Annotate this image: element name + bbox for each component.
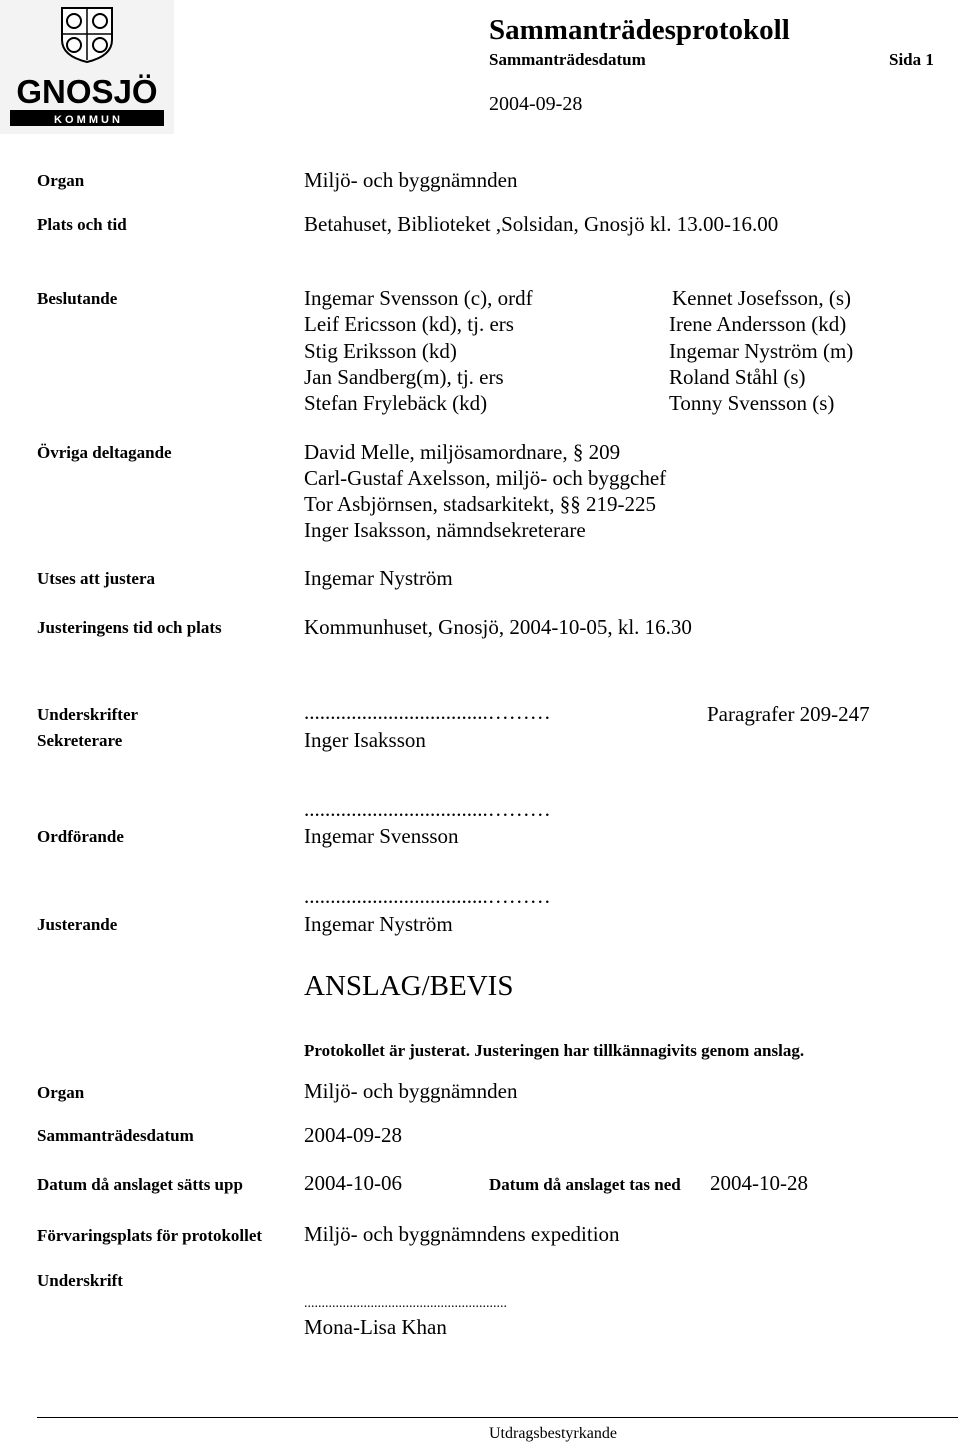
posted-date-label: Datum då anslaget sätts upp	[37, 1175, 243, 1194]
other-participant: Carl-Gustaf Axelsson, miljö- och byggchef	[304, 466, 667, 490]
logo-text: GNOSJÖ	[16, 73, 158, 110]
secretary-name: Inger Isaksson	[304, 728, 426, 752]
storage-label: Förvaringsplats för protokollet	[37, 1226, 263, 1245]
decision-maker: Ingemar Svensson (c), ordf	[304, 286, 533, 310]
other-participant: Inger Isaksson, nämndsekreterare	[304, 518, 586, 542]
adjuster-appointed-label: Utses att justera	[37, 569, 156, 588]
decision-maker: Roland Ståhl (s)	[669, 365, 806, 389]
decision-maker: Tonny Svensson (s)	[669, 391, 835, 415]
notice-signature-label: Underskrift	[37, 1271, 123, 1290]
page-number: Sida 1	[889, 50, 934, 69]
meeting-date-label: Sammanträdesdatum	[489, 50, 646, 69]
notice-organ-label: Organ	[37, 1083, 85, 1102]
gnosjo-kommun-logo	[0, 0, 174, 134]
notice-organ: Miljö- och byggnämnden	[304, 1079, 518, 1103]
chair-label: Ordförande	[37, 827, 124, 846]
other-participant: Tor Asbjörnsen, stadsarkitekt, §§ 219-225	[304, 492, 656, 516]
notice-signer: Mona-Lisa Khan	[304, 1315, 447, 1339]
decision-maker: Stefan Frylebäck (kd)	[304, 391, 488, 415]
footer-rule	[37, 1417, 958, 1418]
signatures-label: Underskrifter	[37, 705, 139, 724]
removed-date-label: Datum då anslaget tas ned	[489, 1175, 681, 1194]
adjuster-name: Ingemar Nyström	[304, 912, 453, 936]
notice-signature-line: ..........................................................	[304, 1296, 507, 1311]
place-label: Plats och tid	[37, 215, 127, 234]
decision-maker: Leif Ericsson (kd), tj. ers	[304, 312, 514, 336]
removed-date: 2004-10-28	[710, 1171, 808, 1195]
posted-date: 2004-10-06	[304, 1171, 402, 1195]
adjuster-appointed: Ingemar Nyström	[304, 566, 453, 590]
decision-maker: Ingemar Nyström (m)	[669, 339, 854, 363]
secretary-signature-line: ...................................………	[304, 700, 551, 724]
other-participants-label: Övriga deltagande	[37, 443, 172, 462]
decision-maker: Stig Eriksson (kd)	[304, 339, 457, 363]
chair-signature-line: ...................................………	[304, 797, 551, 821]
logo-subtext: K O M M U N	[54, 114, 120, 126]
footer-text: Utdragsbestyrkande	[489, 1425, 617, 1442]
other-participant: David Melle, miljösamordnare, § 209	[304, 440, 621, 464]
meeting-date: 2004-09-28	[489, 93, 583, 115]
decision-maker: Irene Andersson (kd)	[669, 312, 847, 336]
secretary-label: Sekreterare	[37, 731, 123, 750]
document-title: Sammanträdesprotokoll	[489, 14, 790, 46]
decision-makers-label: Beslutande	[37, 289, 118, 308]
notice-meeting-date: 2004-09-28	[304, 1123, 402, 1147]
notice-heading: ANSLAG/BEVIS	[304, 970, 514, 1002]
chair-name: Ingemar Svensson	[304, 824, 459, 848]
organ-value: Miljö- och byggnämnden	[304, 168, 518, 192]
adjustment-time-label: Justeringens tid och plats	[37, 618, 222, 637]
adjuster-signature-line: ...................................………	[304, 884, 551, 908]
adjustment-time: Kommunhuset, Gnosjö, 2004-10-05, kl. 16.30	[304, 615, 692, 639]
storage-location: Miljö- och byggnämndens expedition	[304, 1222, 620, 1246]
notice-statement: Protokollet är justerat. Justeringen har tillkännagivits genom anslag.	[304, 1041, 805, 1060]
organ-label: Organ	[37, 171, 85, 190]
place-value: Betahuset, Biblioteket ,Solsidan, Gnosjö kl. 13.00-16.00	[304, 212, 779, 236]
notice-meeting-date-label: Sammanträdesdatum	[37, 1126, 194, 1145]
decision-maker: Jan Sandberg(m), tj. ers	[304, 365, 504, 389]
paragraphs-range: Paragrafer 209-247	[707, 702, 870, 726]
decision-maker: Kennet Josefsson, (s)	[672, 286, 852, 310]
adjuster-label: Justerande	[37, 915, 118, 934]
